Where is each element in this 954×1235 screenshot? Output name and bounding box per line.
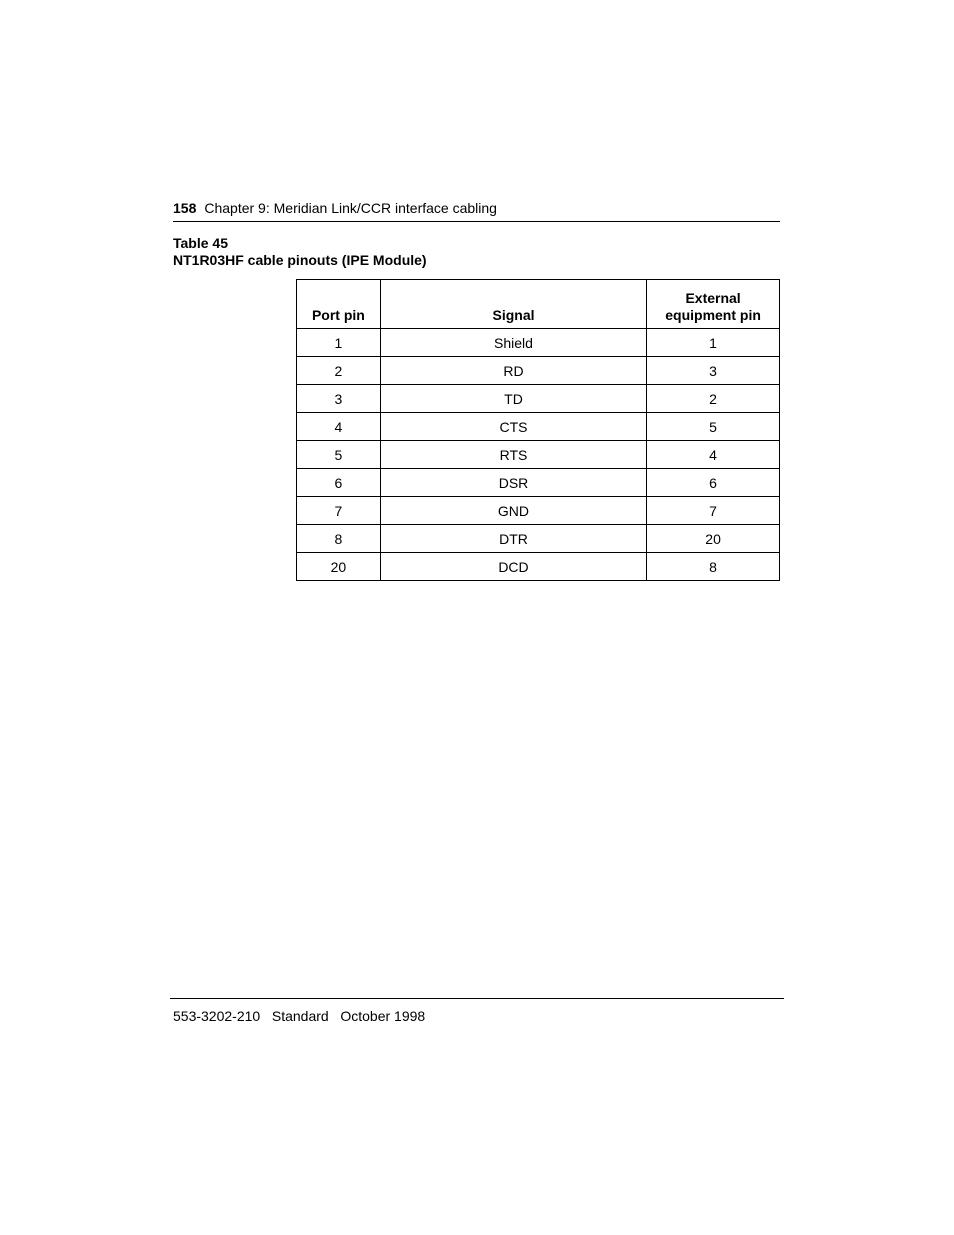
- header-divider: [173, 221, 780, 222]
- page-footer: [173, 1007, 425, 1025]
- external-pin-cell: 20: [647, 525, 780, 553]
- table-body: [297, 329, 780, 581]
- port-pin-cell: 3: [297, 385, 381, 413]
- table-row: [297, 441, 780, 469]
- table-row: [297, 413, 780, 441]
- external-pin-cell: 3: [647, 357, 780, 385]
- table-title: NT1R03HF cable pinouts (IPE Module): [173, 252, 427, 268]
- table-caption: [173, 235, 427, 269]
- signal-cell: RTS: [380, 441, 646, 469]
- table-header-row: [297, 280, 780, 329]
- external-pin-cell: 1: [647, 329, 780, 357]
- signal-cell: CTS: [380, 413, 646, 441]
- pinouts-table: [296, 279, 780, 581]
- chapter-title: Chapter 9: Meridian Link/CCR interface cabling: [204, 200, 497, 216]
- external-pin-header: [647, 280, 780, 329]
- signal-cell: DTR: [380, 525, 646, 553]
- port-pin-header: Port pin: [297, 280, 381, 329]
- external-pin-cell: 8: [647, 553, 780, 581]
- external-pin-cell: 6: [647, 469, 780, 497]
- table-number: Table 45: [173, 235, 228, 251]
- external-pin-cell: 4: [647, 441, 780, 469]
- table-row: [297, 553, 780, 581]
- external-pin-header-line1: External: [685, 290, 741, 306]
- port-pin-cell: 2: [297, 357, 381, 385]
- table-row: [297, 497, 780, 525]
- signal-cell: TD: [380, 385, 646, 413]
- port-pin-cell: 6: [297, 469, 381, 497]
- port-pin-cell: 1: [297, 329, 381, 357]
- signal-header: Signal: [380, 280, 646, 329]
- table-row: [297, 525, 780, 553]
- table-row: [297, 385, 780, 413]
- signal-cell: DSR: [380, 469, 646, 497]
- page-number: 158: [173, 200, 197, 216]
- page-header: [173, 199, 780, 217]
- external-pin-cell: 7: [647, 497, 780, 525]
- port-pin-cell: 7: [297, 497, 381, 525]
- table-row: [297, 357, 780, 385]
- table-row: [297, 469, 780, 497]
- signal-cell: GND: [380, 497, 646, 525]
- document-number: 553-3202-210: [173, 1008, 261, 1024]
- signal-cell: Shield: [380, 329, 646, 357]
- table-row: [297, 329, 780, 357]
- port-pin-cell: 8: [297, 525, 381, 553]
- external-pin-cell: 2: [647, 385, 780, 413]
- document-status: Standard: [271, 1008, 329, 1024]
- port-pin-cell: 4: [297, 413, 381, 441]
- signal-cell: RD: [380, 357, 646, 385]
- external-pin-cell: 5: [647, 413, 780, 441]
- document-date: October 1998: [340, 1008, 426, 1024]
- port-pin-cell: 5: [297, 441, 381, 469]
- footer-divider: [170, 998, 784, 999]
- port-pin-cell: 20: [297, 553, 381, 581]
- external-pin-header-line2: equipment pin: [665, 307, 761, 323]
- signal-cell: DCD: [380, 553, 646, 581]
